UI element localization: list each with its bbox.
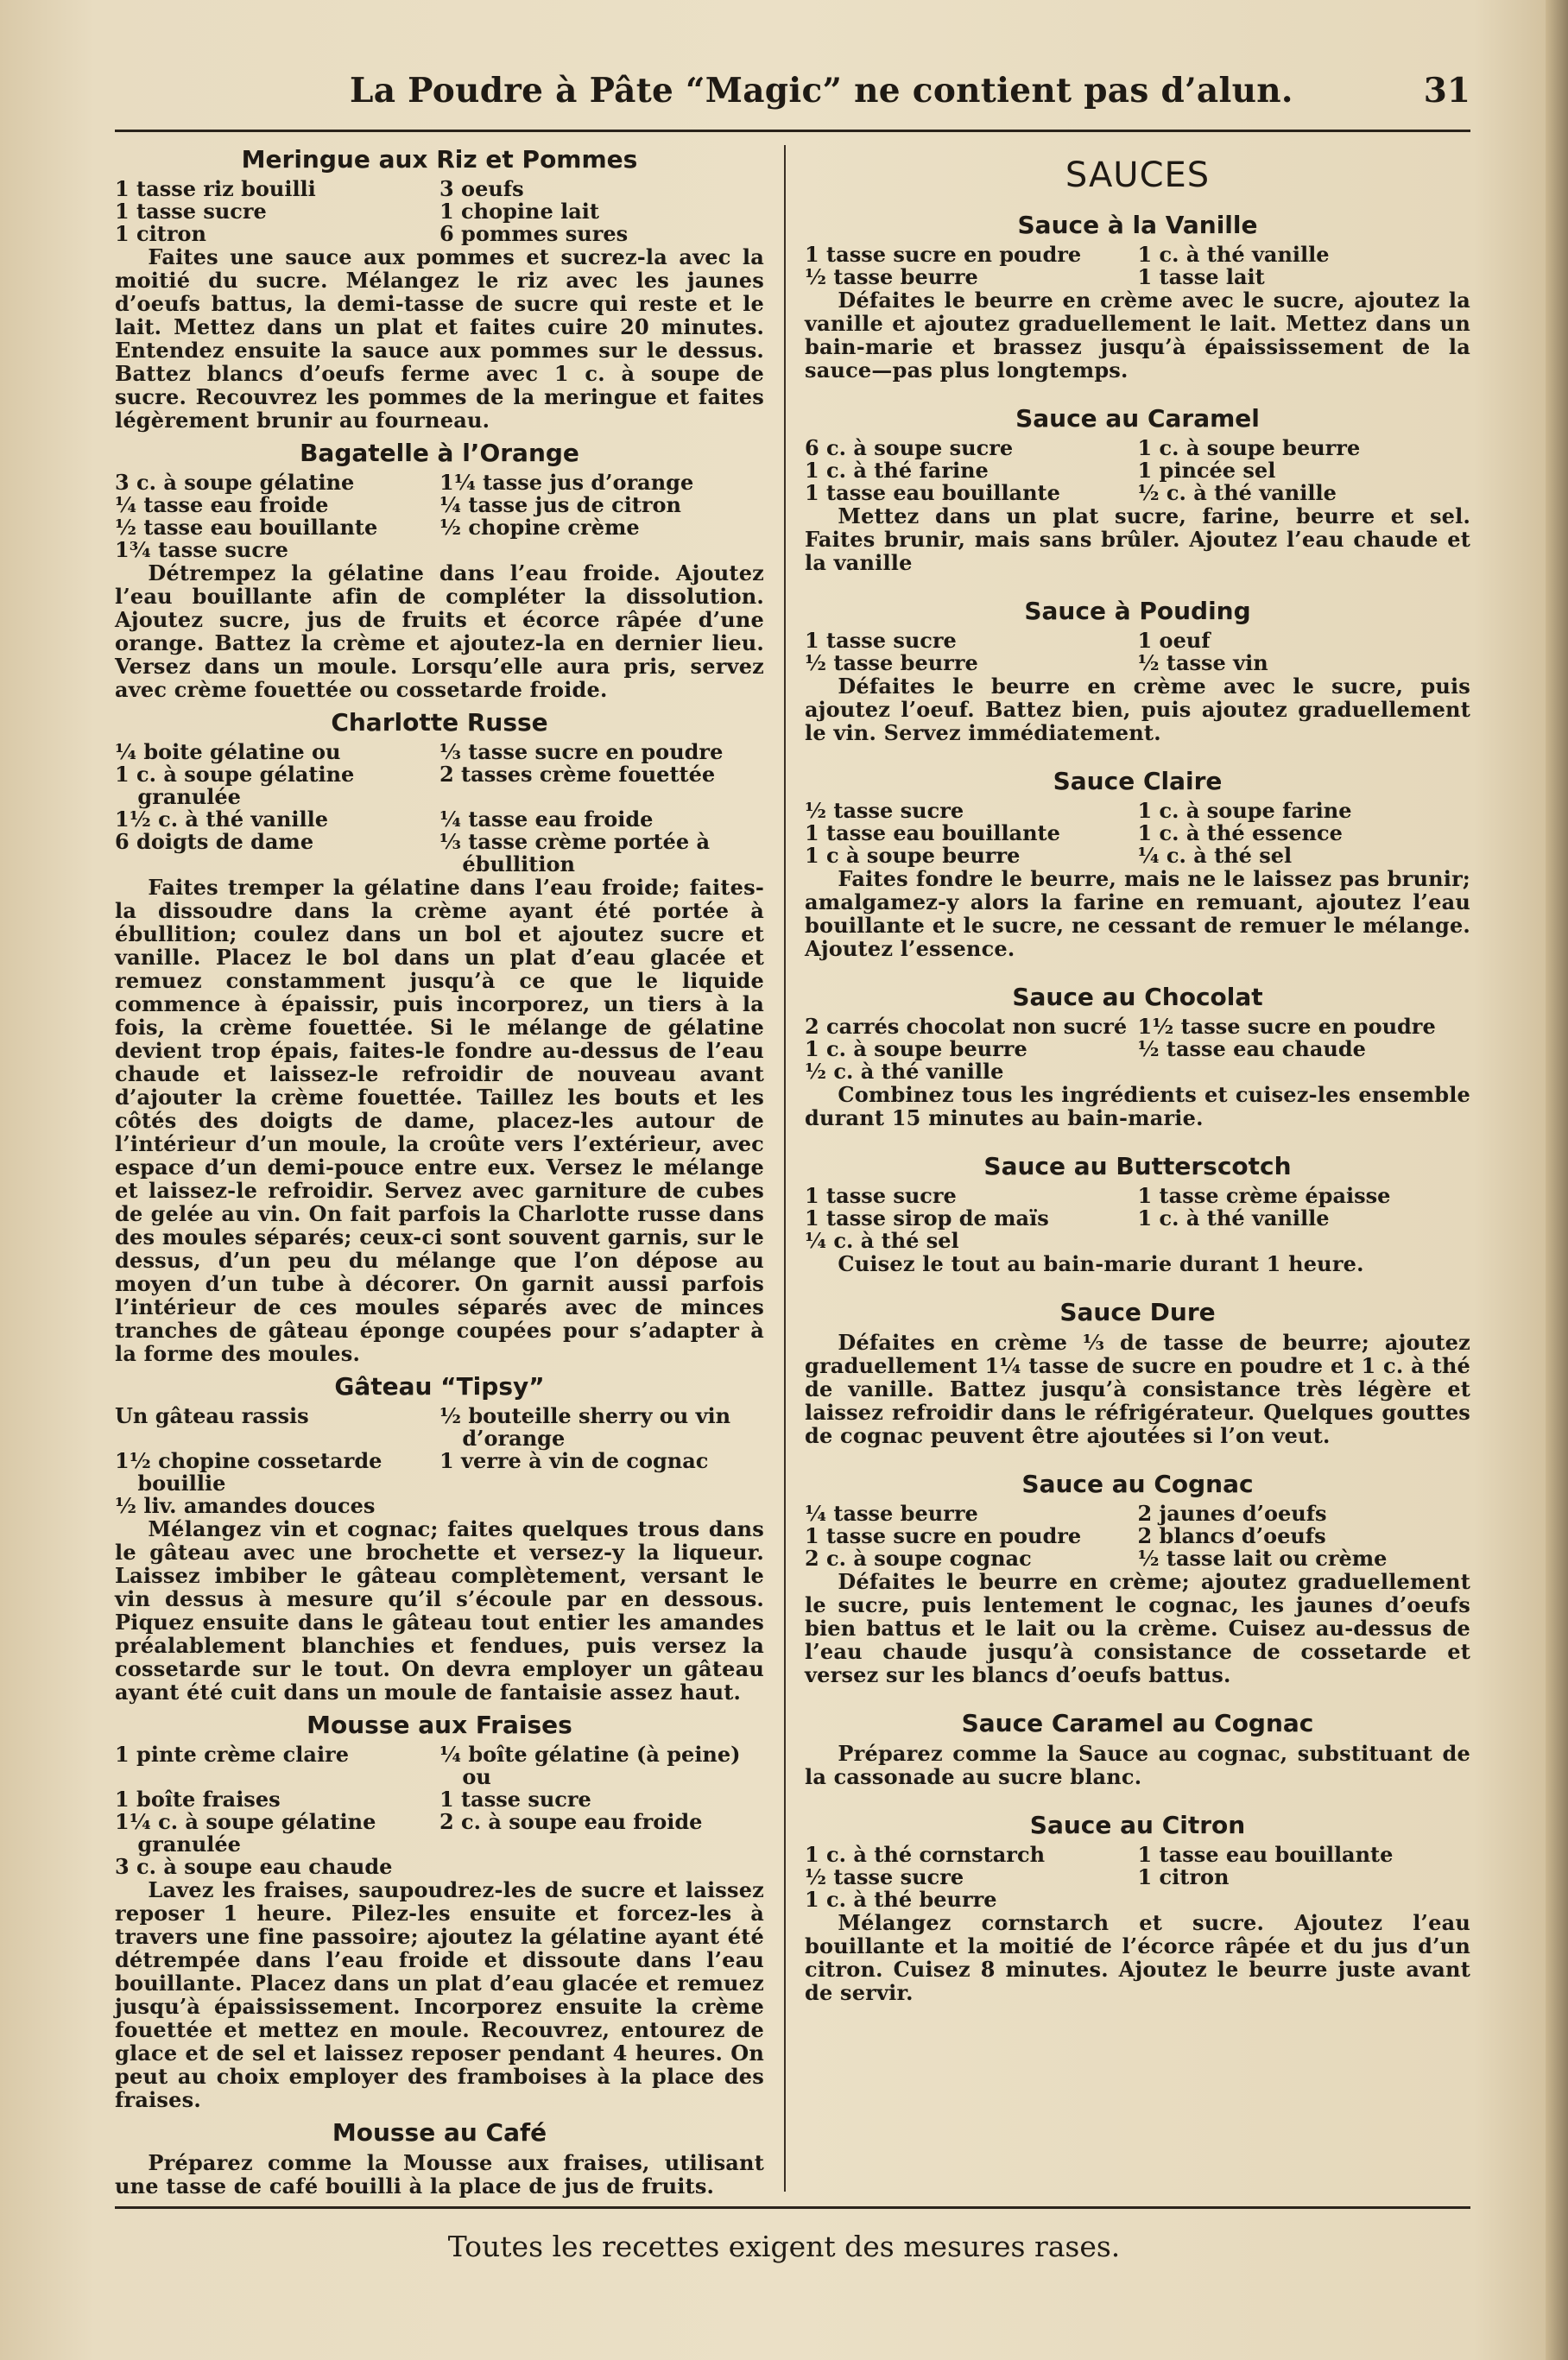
recipe-title: Mousse aux Fraises — [307, 1711, 572, 1739]
recipe — [115, 145, 764, 432]
recipe-instructions: Défaites le beurre en crème avec le sucre, puis ajoutez l’oeuf. Battez bien, puis ajoutez graduellement le vin. Servez immédiatement. — [805, 674, 1470, 745]
ingredient: 1 c. à thé vanille — [1137, 1205, 1330, 1231]
ingredient: 6 pommes sures — [439, 221, 629, 246]
recipe-title: Sauce Claire — [1053, 767, 1223, 795]
recipe — [805, 1470, 1470, 1686]
binding-edge — [1546, 0, 1568, 2360]
ingredient: 1 citron — [1137, 1864, 1230, 1889]
ingredient: 1 tasse eau bouillante — [805, 820, 1060, 845]
ingredient: 1 c. à soupe farine — [1137, 798, 1352, 823]
recipe-title: Sauce au Citron — [1029, 1811, 1246, 1839]
recipe — [115, 439, 764, 701]
ingredient-list — [805, 800, 1470, 867]
ingredient: 2 jaunes d’oeufs — [1137, 1501, 1327, 1526]
ingredient-list — [805, 1844, 1470, 1911]
footer-note: Toutes les recettes exigent des mesures rases. — [447, 2230, 1121, 2263]
ingredient: Un gâteau rassis — [115, 1403, 309, 1428]
recipe-instructions: Mettez dans un plat sucre, farine, beurre et sel. Faites brunir, mais sans brûler. Ajoutez l’eau chaude et la vanille — [805, 503, 1470, 575]
ingredient-list — [805, 1015, 1470, 1083]
ingredient: 1 chopine lait — [439, 199, 599, 224]
ingredient: 2 carrés chocolat non sucré — [805, 1014, 1128, 1039]
column-divider — [784, 145, 786, 2192]
ingredient: 1 c à soupe beurre — [805, 843, 1021, 868]
recipe-title: Sauce à Pouding — [1024, 597, 1251, 625]
ingredient: 1 tasse lait — [1137, 264, 1265, 289]
ingredient: 1 oeuf — [1137, 628, 1211, 653]
ingredient: 1 tasse sirop de maïs — [805, 1205, 1049, 1231]
ingredient: 1 c. à thé farine — [805, 458, 989, 483]
ingredient: 1½ c. à thé vanille — [115, 807, 329, 832]
ingredient: 1 c. à soupe beurre — [1137, 435, 1361, 460]
ingredient: ¼ tasse eau froide — [115, 492, 329, 517]
ingredient: 2 c. à soupe eau froide — [439, 1809, 703, 1834]
recipe-instructions: Mélangez vin et cognac; faites quelques trous dans le gâteau avec une brochette et versez-y la liqueur. Laissez imbiber le gâteau complètement, versant le vin dessus à mesure qu’il s’écoule par en dessous. Piquez ensuite dans le gâteau tout entier les amandes préalablement blanchies et fendues, puis versez la cossetarde sur le tout. On devra employer un gâteau ayant été cuit dans un moule de fantaisie assez haut. — [115, 1516, 764, 1705]
ingredient: 1 boîte fraises — [115, 1787, 281, 1812]
ingredient-list — [115, 1743, 764, 1878]
ingredient: 1¼ c. à soupe gélatine granulée — [115, 1809, 376, 1857]
ingredient-list — [805, 1503, 1470, 1570]
footer-rule — [115, 2206, 1470, 2209]
ingredient: ¼ c. à thé sel — [1137, 843, 1293, 868]
ingredient: 1 tasse sucre — [439, 1787, 591, 1812]
sauces-heading: SAUCES — [1065, 155, 1211, 195]
ingredient: 1 c. à soupe gélatine granulée — [115, 762, 355, 809]
ingredient: ½ chopine crème — [439, 515, 640, 540]
recipe-title: Sauce à la Vanille — [1017, 211, 1258, 239]
ingredient: 2 blancs d’oeufs — [1137, 1523, 1326, 1548]
ingredient-list — [115, 471, 764, 561]
ingredient-list — [115, 1405, 764, 1517]
ingredient: 3 c. à soupe gélatine — [115, 470, 355, 495]
recipe — [805, 983, 1470, 1129]
recipe-title: Sauce au Cognac — [1021, 1470, 1254, 1498]
ingredient: ½ tasse eau chaude — [1137, 1036, 1366, 1061]
recipe-instructions: Cuisez le tout au bain-marie durant 1 heure. — [838, 1251, 1364, 1276]
ingredient: 1 tasse riz bouilli — [115, 176, 316, 201]
ingredient: 1 pinte crème claire — [115, 1742, 349, 1767]
ingredient: ½ c. à thé vanille — [805, 1059, 1004, 1084]
ingredient: ⅓ tasse crème portée à ébullition — [439, 829, 710, 876]
header-title: La Poudre à Pâte “Magic” ne contient pas d’alun. — [350, 71, 1293, 111]
recipe-instructions: Défaites en crème ⅓ de tasse de beurre; ajoutez graduellement 1¼ tasse de sucre en poudre et 1 c. à thé de vanille. Battez jusqu’à consistance très légère et laissez refroidir dans le réfrigérateur. Quelques gouttes de cognac peuvent être ajoutées si l’on veut. — [805, 1330, 1470, 1448]
ingredient-list — [805, 437, 1470, 504]
ingredient: 1 c. à soupe beurre — [805, 1036, 1027, 1061]
ingredient: 3 c. à soupe eau chaude — [115, 1854, 393, 1879]
recipe — [115, 1711, 764, 2111]
ingredient: 2 tasses crème fouettée — [439, 762, 716, 787]
recipe — [115, 2118, 764, 2198]
recipe — [805, 1811, 1470, 2004]
ingredient: 1 tasse eau bouillante — [805, 480, 1060, 505]
recipe-title: Bagatelle à l’Orange — [300, 439, 579, 467]
ingredient: 1 c. à thé cornstarch — [805, 1842, 1046, 1867]
ingredient: 1 pincée sel — [1137, 458, 1276, 483]
ingredient: 1 verre à vin de cognac — [439, 1448, 709, 1473]
ingredient: ¼ tasse beurre — [805, 1501, 978, 1526]
ingredient: ¼ boite gélatine ou — [115, 739, 341, 764]
recipe-title: Charlotte Russe — [331, 708, 548, 737]
ingredient: ⅓ tasse sucre en poudre — [439, 739, 724, 764]
recipe-title: Sauce au Chocolat — [1012, 983, 1263, 1011]
ingredient: ½ tasse vin — [1137, 650, 1268, 675]
ingredient: ½ tasse beurre — [805, 650, 978, 675]
ingredient-list — [805, 244, 1470, 288]
recipe-instructions: Lavez les fraises, saupoudrez-les de sucre et laissez reposer 1 heure. Pilez-les ensuite et forcez-les à travers une fine passoire; ajoutez la gélatine ayant été détrempée dans l’eau froide et dissoute dans l’eau bouillante. Placez dans un plat d’eau glacée et remuez jusqu’à épaississement. Incorporez ensuite la crème fouettée et mettez en moule. Recouvrez, entourez de glace et de sel et laissez reposer pendant 4 heures. On peut au choix employer des framboises à la place des fraises. — [115, 1877, 764, 2112]
page-header — [115, 60, 1470, 132]
ingredient: ½ liv. amandes douces — [115, 1493, 376, 1518]
ingredient: 1 tasse eau bouillante — [1137, 1842, 1394, 1867]
ingredient: ¼ tasse eau froide — [439, 807, 654, 832]
ingredient: ½ tasse sucre — [805, 798, 964, 823]
recipe — [115, 708, 764, 1365]
ingredient: 2 c. à soupe cognac — [805, 1546, 1032, 1571]
ingredient-list — [805, 1185, 1470, 1252]
ingredient: 3 oeufs — [439, 176, 524, 201]
ingredient: ½ c. à thé vanille — [1137, 480, 1337, 505]
recipe-title: Meringue aux Riz et Pommes — [241, 145, 638, 174]
ingredient: ¼ tasse jus de citron — [439, 492, 681, 517]
ingredient: ½ tasse eau bouillante — [115, 515, 378, 540]
ingredient: ½ bouteille sherry ou vin d’orange — [439, 1403, 731, 1451]
ingredient: 1 tasse sucre — [115, 199, 267, 224]
ingredient: 1 c. à thé vanille — [1137, 242, 1330, 267]
recipe-instructions: Faites tremper la gélatine dans l’eau froide; faites-la dissoudre dans la crème ayant été portée à ébullition; coulez dans un bol et ajoutez sucre et vanille. Placez le bol dans un plat d’eau glacée et remuez constamment jusqu’à ce que le liquide commence à épaissir, puis incorporez, un tiers à la fois, la crème fouettée. Si le mélange de gélatine devient trop épais, faites-le fondre au-dessus de l’eau chaude et laissez-le refroidir de nouveau avant d’ajouter la crème fouettée. Taillez les bouts et les côtés des doigts de dame, placez-les autour de l’intérieur d’un moule, la croûte vers l’extérieur, avec espace d’un demi-pouce entre eux. Versez le mélange et laissez-le refroidir. Servez avec garniture de cubes de gelée au vin. On fait parfois la Charlotte russe dans des moules séparés; ceux-ci sont souvent garnis, sur le dessus, d’un peu du mélange que l’on dépose au moyen d’un tube à décorer. On garnit aussi parfois l’intérieur de ces moules séparés avec de minces tranches de gâteau éponge coupées pour s’adapter à la forme des moules. — [115, 875, 764, 1366]
ingredient-list — [115, 178, 764, 245]
recipe-instructions: Préparez comme la Sauce au cognac, substituant de la cassonade au sucre blanc. — [805, 1741, 1470, 1789]
recipe — [805, 404, 1470, 574]
ingredient: 1½ tasse sucre en poudre — [1137, 1014, 1436, 1039]
left-column — [115, 145, 764, 2205]
ingredient-list — [115, 741, 764, 876]
recipe-instructions: Faites une sauce aux pommes et sucrez-la avec la moitié du sucre. Mélangez le riz avec les jaunes d’oeufs battus, la demi-tasse de sucre qui reste et le lait. Mettez dans un plat et faites cuire 20 minutes. Entendez ensuite la sauce aux pommes sur le dessus. Battez blancs d’oeufs ferme avec 1 c. à soupe de sucre. Recouvrez les pommes de la meringue et faites légèrement brunir au fourneau. — [115, 244, 764, 433]
recipe — [115, 1372, 764, 1704]
recipe-instructions: Combinez tous les ingrédients et cuisez-les ensemble durant 15 minutes au bain-marie. — [805, 1082, 1470, 1130]
recipe-instructions: Défaites le beurre en crème avec le sucre, ajoutez la vanille et ajoutez graduellement le lait. Mettez dans un bain-marie et brassez jusqu’à épaississement de la sauce—pas plus longtemps. — [805, 288, 1470, 383]
page-number: 31 — [1423, 71, 1470, 111]
ingredient: 1 tasse sucre — [805, 1183, 957, 1208]
recipe-instructions: Mélangez cornstarch et sucre. Ajoutez l’eau bouillante et la moitié de l’écorce râpée et du jus d’un citron. Cuisez 8 minutes. Ajoutez le beurre juste avant de servir. — [805, 1910, 1470, 2005]
recipe — [805, 211, 1470, 382]
ingredient: 1 tasse sucre — [805, 628, 957, 653]
recipe — [805, 1298, 1470, 1447]
recipe-title: Sauce au Butterscotch — [983, 1152, 1292, 1180]
recipe-instructions: Détrempez la gélatine dans l’eau froide. Ajoutez l’eau bouillante afin de compléter la dissolution. Ajoutez sucre, jus de fruits et écorce râpée d’une orange. Battez la crème et ajoutez-la en dernier lieu. Versez dans un moule. Lorsqu’elle aura pris, servez avec crème fouettée ou cossetarde froide. — [115, 560, 764, 702]
recipe-instructions: Faites fondre le beurre, mais ne le laissez pas brunir; amalgamez-y alors la farine en remuant, ajoutez l’eau bouillante et le sucre, ne cessant de remuer le mélange. Ajoutez l’essence. — [805, 866, 1470, 961]
ingredient: 1 tasse sucre en poudre — [805, 1523, 1082, 1548]
recipe-title: Mousse au Café — [332, 2118, 547, 2147]
right-column — [805, 145, 1470, 2027]
ingredient: 6 doigts de dame — [115, 829, 314, 854]
recipe-title: Sauce au Caramel — [1015, 404, 1260, 433]
ingredient: ½ tasse lait ou crème — [1137, 1546, 1388, 1571]
ingredient: 1 c. à thé beurre — [805, 1887, 997, 1912]
ingredient: ½ tasse beurre — [805, 264, 978, 289]
ingredient: 1 tasse crème épaisse — [1137, 1183, 1391, 1208]
ingredient: 1½ chopine cossetarde bouillie — [115, 1448, 383, 1496]
ingredient: 1 tasse sucre en poudre — [805, 242, 1082, 267]
ingredient: ½ tasse sucre — [805, 1864, 964, 1889]
recipe — [805, 597, 1470, 744]
recipe-title: Sauce Dure — [1059, 1298, 1216, 1326]
recipe-title: Sauce Caramel au Cognac — [961, 1709, 1314, 1737]
ingredient: 1 c. à thé essence — [1137, 820, 1343, 845]
ingredient: 1 citron — [115, 221, 206, 246]
recipe — [805, 1709, 1470, 1788]
ingredient: ¼ c. à thé sel — [805, 1228, 959, 1253]
recipe-instructions: Préparez comme la Mousse aux fraises, utilisant une tasse de café bouilli à la place de jus de fruits. — [115, 2150, 764, 2199]
ingredient: 6 c. à soupe sucre — [805, 435, 1014, 460]
ingredient: 1¼ tasse jus d’orange — [439, 470, 694, 495]
recipe — [805, 1152, 1470, 1275]
ingredient: ¼ boîte gélatine (à peine) ou — [439, 1742, 741, 1789]
ingredient: 1¾ tasse sucre — [115, 537, 288, 562]
recipe-title: Gâteau “Tipsy” — [334, 1372, 545, 1401]
recipe-instructions: Défaites le beurre en crème; ajoutez graduellement le sucre, puis lentement le cognac, les jaunes d’oeufs bien battus et le lait ou la crème. Cuisez au-dessus de l’eau chaude jusqu’à consistance de cossetarde et versez sur les blancs d’oeufs battus. — [805, 1569, 1470, 1687]
recipe — [805, 767, 1470, 960]
ingredient-list — [805, 630, 1470, 674]
